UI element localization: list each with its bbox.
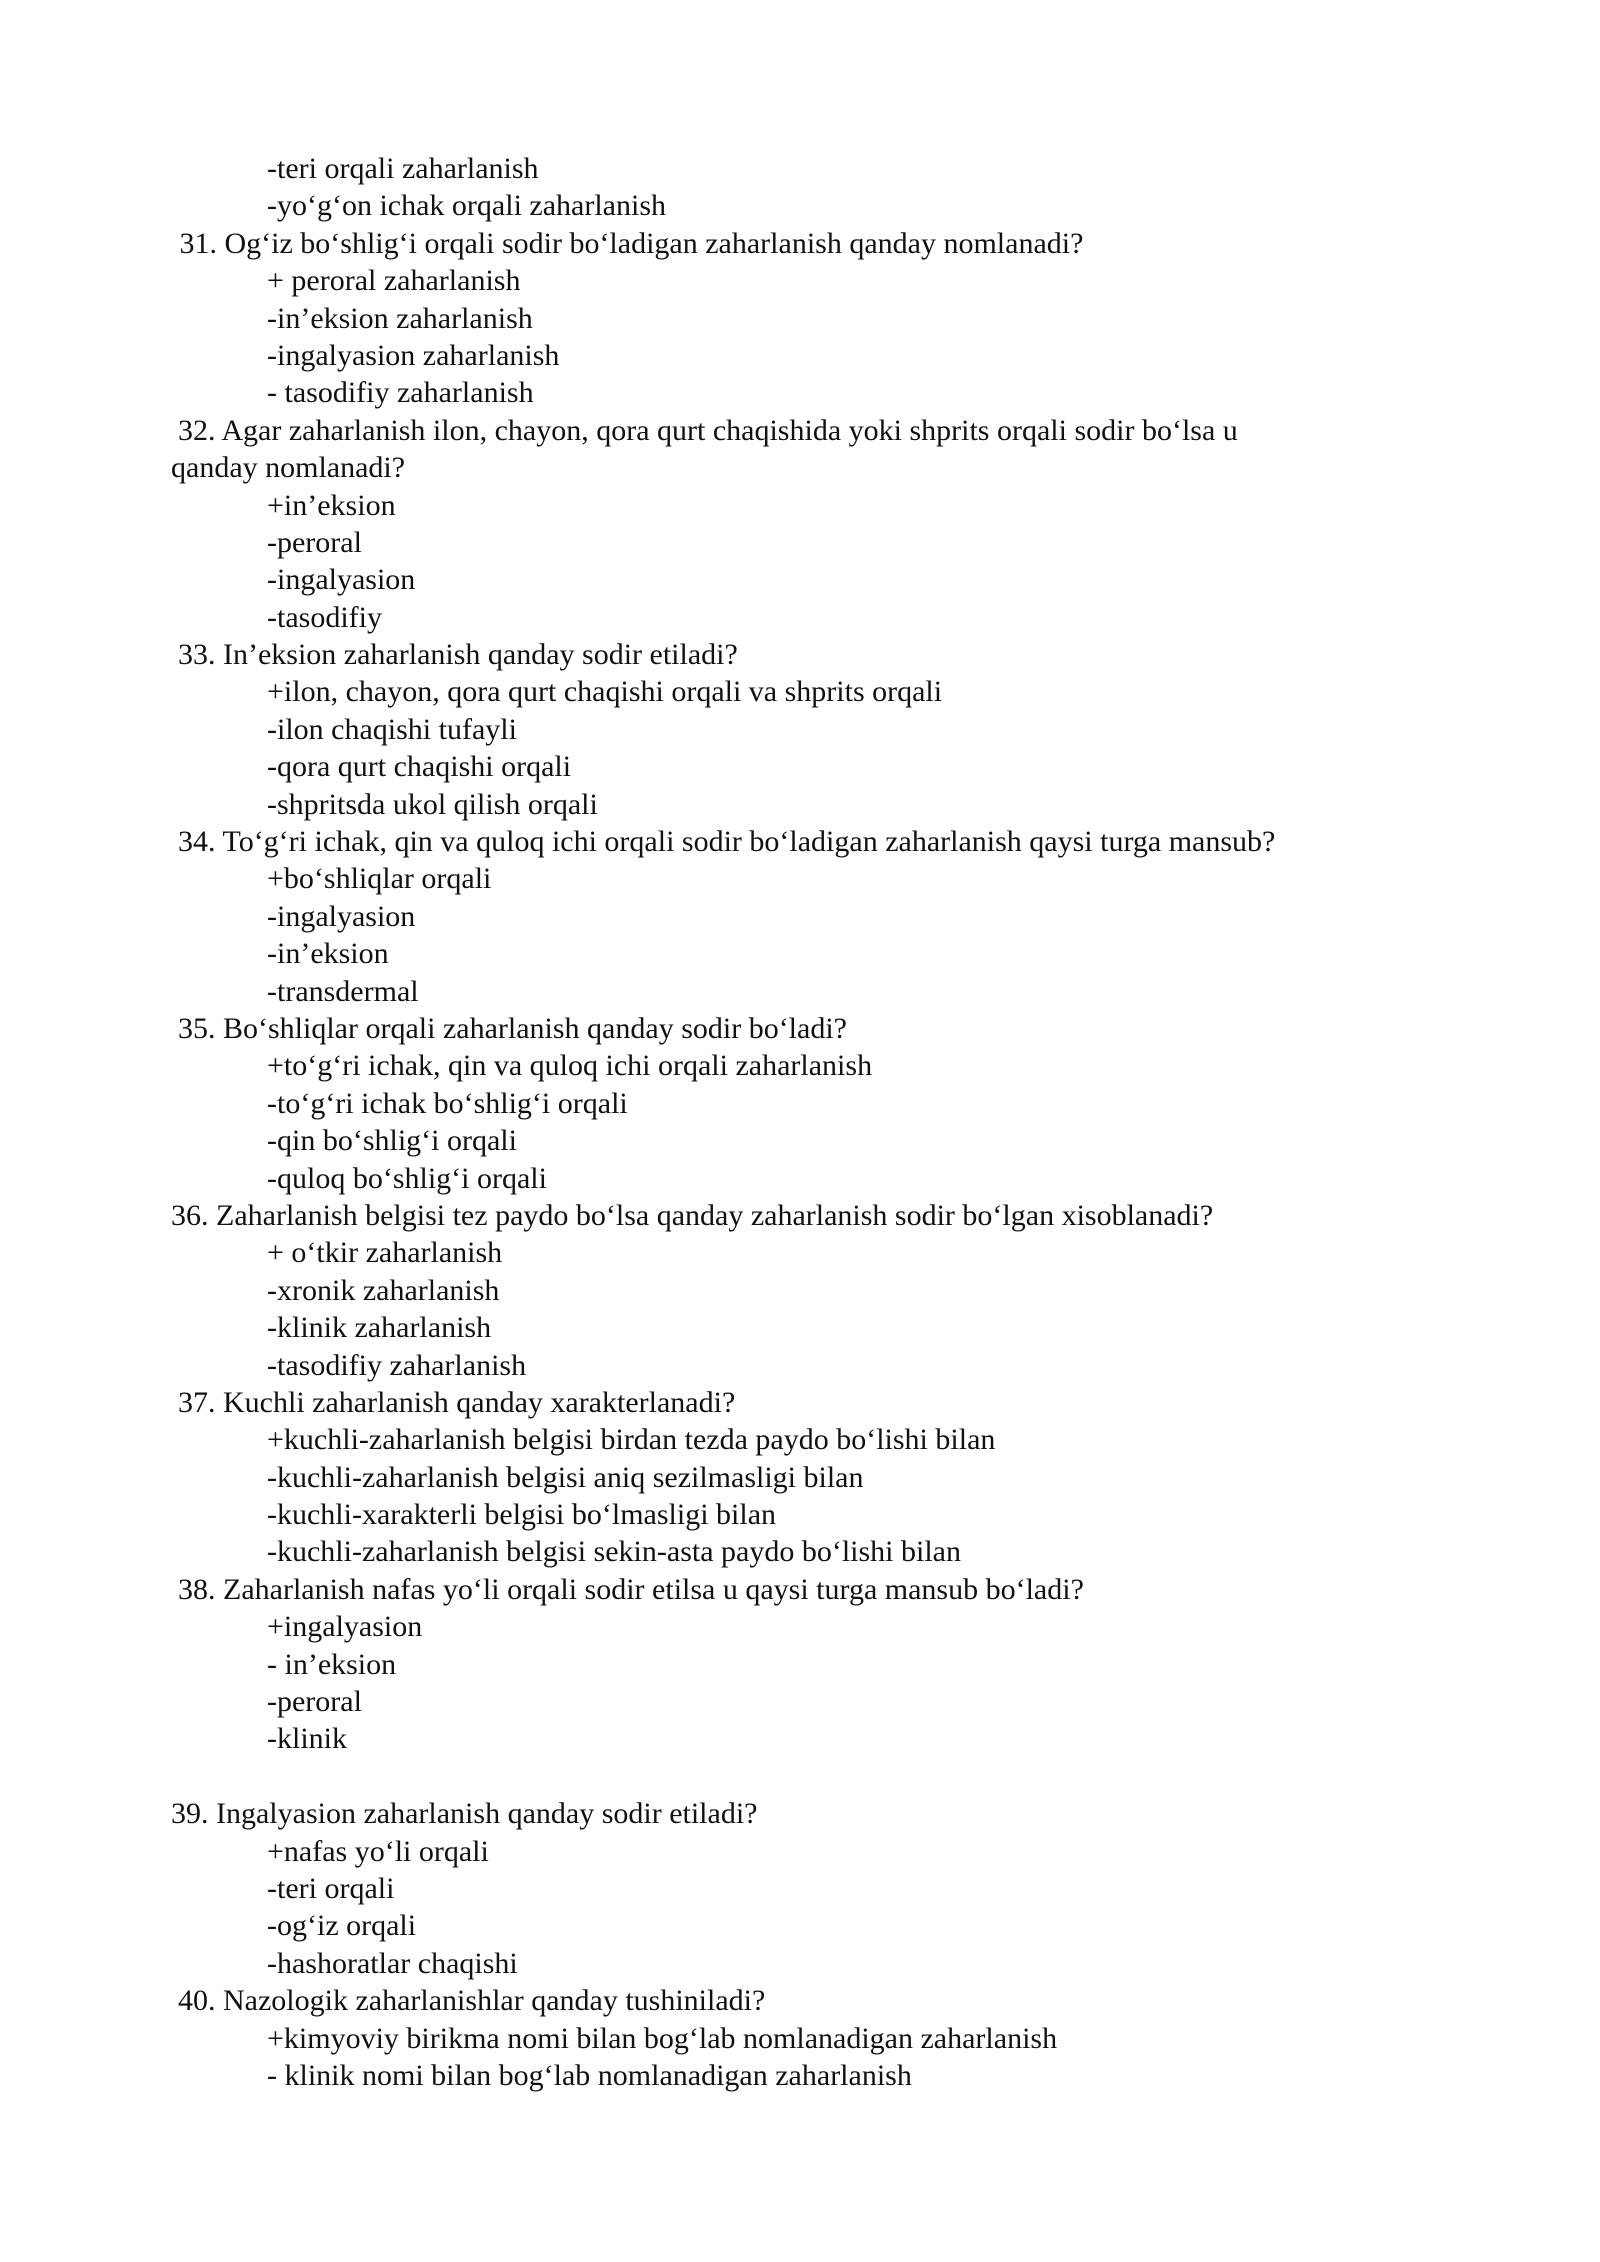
option-line: -qora qurt chaqishi orqali xyxy=(267,750,572,784)
question-32-continuation: qanday nomlanadi? xyxy=(171,451,406,485)
option-line: - in’eksion xyxy=(267,1647,397,1681)
option-line: + peroral zaharlanish xyxy=(267,264,521,298)
option-line: -klinik xyxy=(267,1722,347,1756)
question-37: 37. Kuchli zaharlanish qanday xarakterlanadi? xyxy=(178,1385,736,1419)
question-35: 35. Bo‘shliqlar orqali zaharlanish qanday sodir bo‘ladi? xyxy=(178,1011,847,1045)
question-31: 31. Og‘iz bo‘shlig‘i orqali sodir bo‘ladigan zaharlanish qanday nomlanadi? xyxy=(172,226,1084,260)
option-line: -ingalyasion zaharlanish xyxy=(267,338,560,372)
document-page xyxy=(0,150,1600,2094)
question-40: 40. Nazologik zaharlanishlar qanday tushiniladi? xyxy=(178,1984,766,2018)
option-line: -teri orqali xyxy=(267,1871,395,1905)
option-line: +in’eksion xyxy=(267,488,396,522)
option-line: -yo‘g‘on ichak orqali zaharlanish xyxy=(267,189,667,223)
option-line: -ingalyasion xyxy=(267,899,416,933)
option-line: +ingalyasion xyxy=(267,1610,423,1644)
option-line: +kimyoviy birikma nomi bilan bog‘lab nomlanadigan zaharlanish xyxy=(267,2021,1058,2055)
option-line: + o‘tkir zaharlanish xyxy=(267,1236,503,1270)
question-33: 33. In’eksion zaharlanish qanday sodir etiladi? xyxy=(178,638,738,672)
question-34: 34. To‘g‘ri ichak, qin va quloq ichi orqali sodir bo‘ladigan zaharlanish qaysi turga mansub? xyxy=(178,825,1276,859)
blank-line xyxy=(0,1758,1600,1795)
question-32: 32. Agar zaharlanish ilon, chayon, qora qurt chaqishida yoki shprits orqali sodir bo‘lsa u xyxy=(178,413,1238,447)
option-line: -teri orqali zaharlanish xyxy=(267,152,539,185)
option-line: -transdermal xyxy=(267,974,419,1008)
option-line: -klinik zaharlanish xyxy=(267,1311,492,1345)
option-line: -xronik zaharlanish xyxy=(267,1273,500,1307)
option-line: +kuchli-zaharlanish belgisi birdan tezda paydo bo‘lishi bilan xyxy=(267,1423,996,1457)
option-line: -ingalyasion xyxy=(267,563,416,597)
option-line: -shpritsda ukol qilish orqali xyxy=(267,787,598,821)
option-line: +nafas yo‘li orqali xyxy=(267,1834,489,1868)
option-line: +to‘g‘ri ichak, qin va quloq ichi orqali zaharlanish xyxy=(267,1049,873,1083)
option-line: -tasodifiy xyxy=(267,600,382,634)
option-line: -to‘g‘ri ichak bo‘shlig‘i orqali xyxy=(267,1086,628,1120)
option-line: -ilon chaqishi tufayli xyxy=(267,712,517,746)
option-line: - klinik nomi bilan bog‘lab nomlanadigan zaharlanish xyxy=(267,2058,912,2092)
option-line: -peroral xyxy=(267,1685,362,1719)
question-36: 36. Zaharlanish belgisi tez paydo bo‘lsa qanday zaharlanish sodir bo‘lgan xisoblanadi? xyxy=(171,1198,1214,1232)
option-line: -peroral xyxy=(267,525,362,559)
option-line: -tasodifiy zaharlanish xyxy=(267,1348,527,1382)
option-line: -kuchli-zaharlanish belgisi sekin-asta paydo bo‘lishi bilan xyxy=(267,1535,961,1569)
option-line: -og‘iz orqali xyxy=(267,1909,417,1943)
question-39: 39. Ingalyasion zaharlanish qanday sodir etiladi? xyxy=(171,1797,758,1831)
question-38: 38. Zaharlanish nafas yo‘li orqali sodir etilsa u qaysi turga mansub bo‘ladi? xyxy=(178,1572,1084,1606)
option-line: -in’eksion zaharlanish xyxy=(267,301,533,335)
option-line: +bo‘shliqlar orqali xyxy=(267,862,492,896)
option-line: -qin bo‘shlig‘i orqali xyxy=(267,1124,517,1158)
option-line: -quloq bo‘shlig‘i orqali xyxy=(267,1161,547,1195)
option-line: +ilon, chayon, qora qurt chaqishi orqali va shprits orqali xyxy=(267,675,943,709)
option-line: -kuchli-zaharlanish belgisi aniq sezilmasligi bilan xyxy=(267,1460,864,1494)
option-line: - tasodifiy zaharlanish xyxy=(267,376,534,410)
option-line: -hashoratlar chaqishi xyxy=(267,1946,518,1980)
option-line: -in’eksion xyxy=(267,937,389,971)
option-line: -kuchli-xarakterli belgisi bo‘lmasligi bilan xyxy=(267,1498,777,1532)
